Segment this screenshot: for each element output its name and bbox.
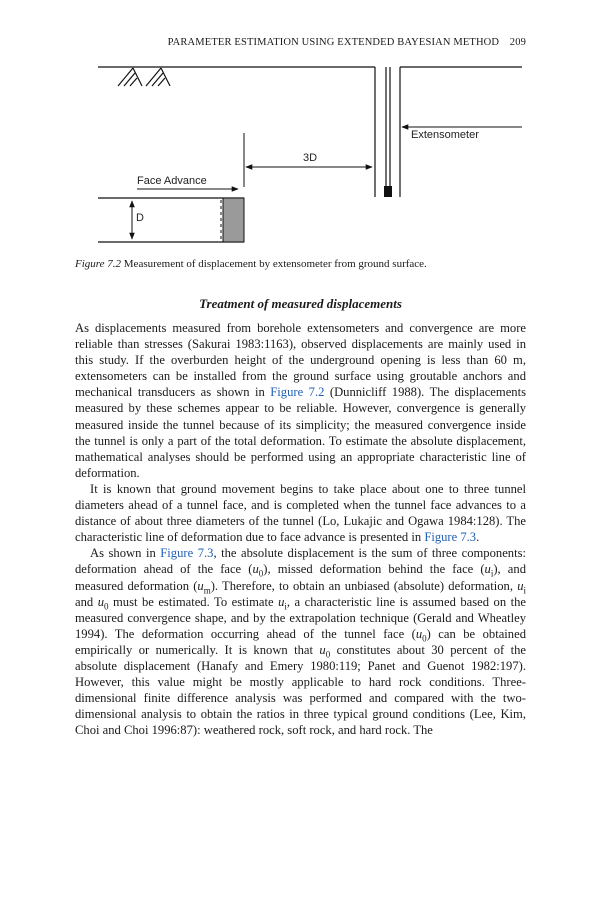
paragraph-1: [75, 320, 526, 481]
text-run: constitutes about 30 percent of the absolute displacement (Hanafy and Emery 1980:119; Panet and Guenot 1982:197). However, this value might be mostly applicable to hard rock conditions. Three-dimensional finite difference analysis was performed and compared with the two-dimensional analysis to obtain the ratios in three typical ground conditions (Lee, Kim, Choi and Choi 1996:87): weathered rock, soft rock, and hard rock. The: [75, 642, 526, 738]
subscript: 0: [422, 633, 427, 644]
figure-link[interactable]: Figure 7.3: [160, 546, 214, 561]
subscript: m: [203, 585, 211, 596]
diagram-drawing: [0, 0, 600, 260]
label-extensometer: Extensometer: [411, 129, 479, 141]
extensometer-anchor: [384, 186, 392, 197]
tunnel: [98, 198, 244, 242]
figure-extensometer-diagram: [0, 0, 600, 260]
text-run: must be estimated. To estimate: [108, 594, 279, 609]
label-face-advance: Face Advance: [137, 175, 207, 187]
text-run: , a characteristic line is assumed based on the measured convergence shape, and by the extrapolation technique (Gerald and Wheatley 1994). The deformation occurring ahead of the tunnel face (: [75, 594, 526, 641]
paragraph-3: [75, 545, 526, 738]
body-text: [75, 320, 526, 738]
text-run: ), and measured deformation (: [75, 562, 526, 593]
paragraph-2: [75, 481, 526, 545]
subscript: i: [284, 601, 287, 612]
symbol-u: u: [484, 562, 491, 577]
text-run: As displacements measured from borehole extensometers and convergence are more reliable than stresses (Sakurai 1983:1163), observed displacements are mainly used in this study. If the overburden height of the underground opening is less than 60 m, extensometers can be installed from the ground surface using groutable anchors and mechanical transducers as shown in: [75, 321, 526, 400]
figure-link[interactable]: Figure 7.2: [270, 385, 325, 400]
symbol-u: u: [415, 626, 423, 641]
label-d: D: [136, 212, 144, 224]
figure-caption: [75, 258, 535, 270]
text-run: ). Therefore, to obtain an unbiased (absolute) deformation,: [210, 578, 518, 593]
section-heading: Treatment of measured displacements: [199, 296, 402, 311]
caption-text: Measurement of displacement by extensometer from ground surface.: [123, 258, 427, 270]
subscript: i: [523, 585, 526, 596]
text-run: ) can be obtained empirically or numerically. It is known that: [75, 626, 526, 657]
text-run: ), missed deformation behind the face (: [263, 562, 485, 577]
running-head: PARAMETER ESTIMATION USING EXTENDED BAYESIAN METHOD 209: [167, 37, 526, 48]
symbol-u: u: [97, 594, 104, 609]
ground-surface: [98, 67, 522, 86]
figure-link[interactable]: Figure 7.3: [424, 530, 477, 545]
symbol-u: u: [319, 642, 326, 657]
symbol-u: u: [517, 578, 524, 593]
text-run: (Dunnicliff 1988). The displacements measured by these schemes appear to be reliable. However, convergence is generally measured inside the tunnel because of its simplicity; the measured convergence inside the tunnel is only a part of the total deformation. To estimate the absolute displacement, mathematical analyses should be performed using an appropriate characteristic line of deformation.: [75, 385, 526, 480]
text-run: and: [75, 594, 98, 609]
subscript: 0: [258, 568, 264, 579]
caption-number: Figure 7.2: [75, 258, 122, 270]
symbol-u: u: [197, 578, 204, 593]
text-run: .: [476, 530, 480, 545]
text-run: It is known that ground movement begins to take place about one to three tunnel diameters ahead of a tunnel face, and is completed when the tunnel face advances to a distance of about three diameters of the tunnel (Lo, Lukajic and Ogawa 1984:128). The characteristic line of deformation due to face advance is presented in: [75, 481, 526, 545]
subscript: i: [490, 568, 494, 579]
tunnel-face-zone: [223, 198, 244, 242]
text-run: , the absolute displacement is the sum of three components: deformation ahead of the face (: [75, 546, 526, 577]
symbol-u: u: [252, 562, 259, 577]
text-run: As shown in: [90, 546, 161, 561]
symbol-u: u: [278, 594, 285, 609]
subscript: 0: [325, 649, 331, 660]
subscript: 0: [103, 601, 109, 612]
extensometer-borehole: [375, 67, 400, 197]
label-3d: 3D: [303, 152, 318, 164]
